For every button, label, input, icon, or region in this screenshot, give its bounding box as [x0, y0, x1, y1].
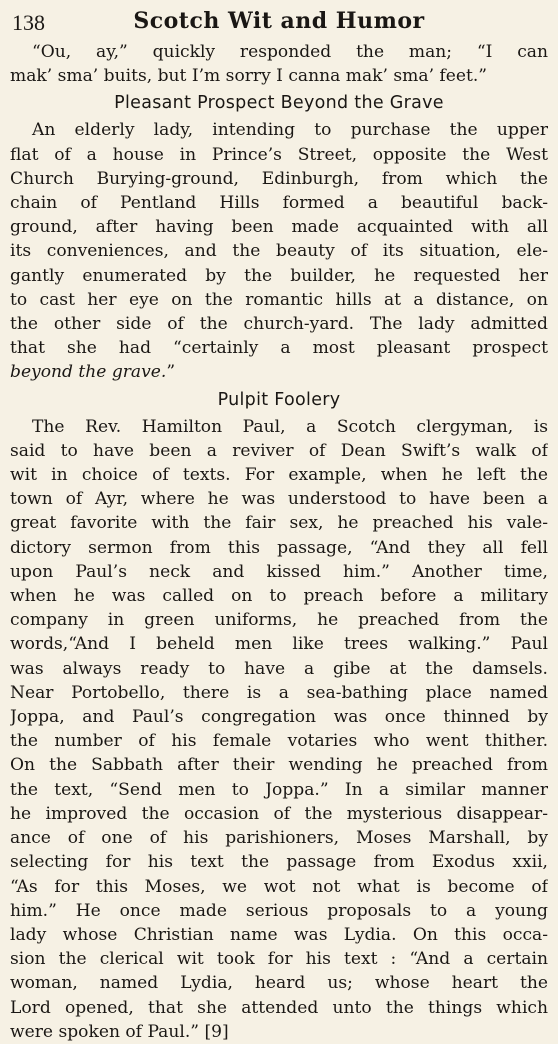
italic-phrase: beyond the grave.	[10, 362, 167, 383]
text-line: the other side of the church-yard. The lady admitted	[10, 314, 548, 335]
text-line: Joppa, and Paul’s congregation was once thinned by	[10, 707, 548, 728]
text-line: great favorite with the fair sex, he preached his vale-	[10, 513, 548, 534]
text-line: flat of a house in Prince’s Street, opposite the West	[10, 144, 548, 165]
text-line: town of Ayr, where he was understood to have been a	[10, 489, 548, 510]
text-line: that she had “certainly a most pleasant prospect	[10, 338, 548, 359]
closing-quote: ”	[166, 362, 176, 383]
text-line: lady whose Christian name was Lydia. On this occa-	[10, 924, 548, 945]
text-line: Lord opened, that she attended unto the things which	[10, 997, 548, 1018]
text-line: he improved the occasion of the mysterious disappear-	[10, 803, 548, 824]
text-line: “As for this Moses, we wot not what is become of	[10, 876, 548, 897]
text-line: gantly enumerated by the builder, he requested her	[10, 265, 548, 286]
text-line: were spoken of Paul.” [9]	[10, 1021, 229, 1042]
text-line: The Rev. Hamilton Paul, a Scotch clergyman, is	[32, 416, 548, 437]
text-line: sion the clerical wit took for his text : “And a certain	[10, 949, 548, 970]
text-line: the text, “Send men to Joppa.” In a similar manner	[10, 779, 548, 800]
text-line: its conveniences, and the beauty of its situation, ele-	[10, 241, 548, 262]
section-paragraph	[10, 118, 548, 384]
section-heading: Pleasant Prospect Beyond the Grave	[114, 93, 444, 114]
text-line: him.” He once made serious proposals to a young	[10, 900, 548, 921]
text-line: mak’ sma’ buits, but I’m sorry I canna mak’ sma’ feet.”	[10, 66, 488, 87]
text-line: dictory sermon from this passage, “And they all fell	[10, 537, 548, 558]
section-heading: Pulpit Foolery	[217, 389, 341, 410]
text-line: upon Paul’s neck and kissed him.” Another time,	[10, 561, 548, 582]
text-line: Near Portobello, there is a sea-bathing place named	[10, 682, 548, 703]
text-line: words,“And I beheld men like trees walking.” Paul	[10, 634, 548, 655]
running-title: Scotch Wit and Humor	[133, 8, 425, 34]
text-line: An elderly lady, intending to purchase the upper	[32, 120, 548, 141]
text-line: company in green uniforms, he preached from the	[10, 610, 548, 631]
text-line	[10, 360, 548, 384]
text-line: On the Sabbath after their wending he preached from	[10, 755, 548, 776]
running-head	[10, 6, 548, 40]
text-line: the number of his female votaries who went thither.	[10, 731, 548, 752]
text-line: to cast her eye on the romantic hills at a distance, on	[10, 289, 548, 310]
text-line: said to have been a reviver of Dean Swift’s walk of	[10, 440, 548, 461]
text-line: ground, after having been made acquainted with all	[10, 217, 548, 238]
text-line: wit in choice of texts. For example, when he left the	[10, 465, 548, 486]
text-line: woman, named Lydia, heard us; whose heart the	[10, 973, 548, 994]
text-line: “Ou, ay,” quickly responded the man; “I can	[32, 42, 548, 62]
text-line: ance of one of his parishioners, Moses Marshall, by	[10, 828, 548, 849]
text-line: was always ready to have a gibe at the damsels.	[10, 658, 548, 679]
opening-paragraph	[10, 40, 548, 88]
text-line: Church Burying-ground, Edinburgh, from which the	[10, 168, 548, 189]
text-line: when he was called on to preach before a military	[10, 586, 548, 607]
page-number: 138	[12, 10, 45, 35]
section-paragraph	[10, 415, 548, 1044]
text-line: chain of Pentland Hills formed a beautiful back-	[10, 193, 548, 214]
text-line: selecting for his text the passage from Exodus xxii,	[10, 852, 548, 873]
